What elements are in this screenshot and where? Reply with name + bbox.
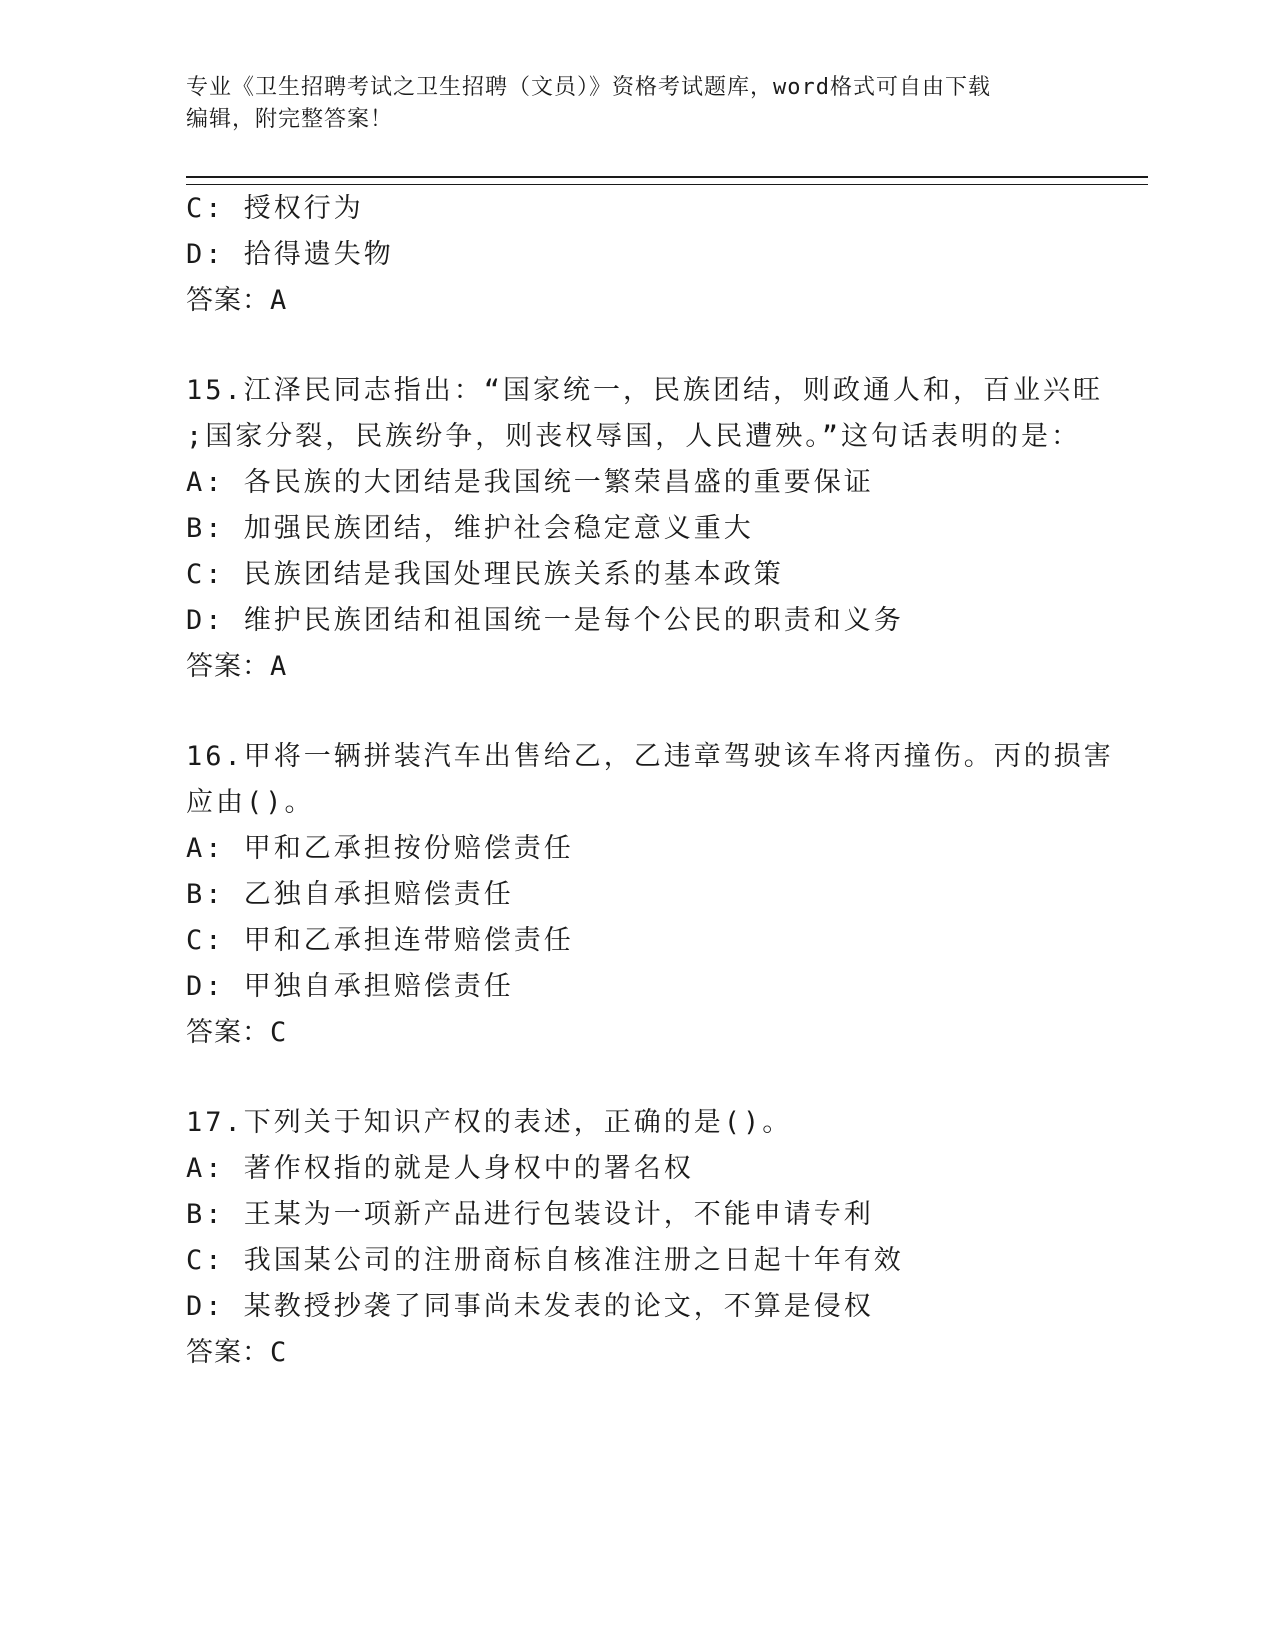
answer-label: 答案：: [186, 651, 270, 682]
option-a: A: 著作权指的就是人身权中的署名权: [186, 1153, 694, 1184]
option-b: B: 加强民族团结，维护社会稳定意义重大: [186, 513, 754, 544]
option-a: A: 甲和乙承担按份赔偿责任: [186, 833, 574, 864]
option-d: D: 甲独自承担赔偿责任: [186, 971, 514, 1002]
answer-line: [186, 1330, 1086, 1376]
answer-value: C: [270, 1017, 288, 1048]
option-b: B: 乙独自承担赔偿责任: [186, 879, 514, 910]
answer-value: A: [270, 285, 288, 316]
header-line-1: 专业《卫生招聘考试之卫生招聘（文员）》资格考试题库，word格式可自由下载: [186, 75, 991, 100]
spacer: [186, 1056, 1086, 1100]
answer-value: A: [270, 651, 288, 682]
answer-line: [186, 644, 1086, 690]
question-stem: 15.江泽民同志指出：“国家统一，民族团结，则政通人和，百业兴旺: [186, 375, 1104, 406]
answer-value: C: [270, 1337, 288, 1368]
question-15: [186, 368, 1104, 690]
header-divider: [186, 176, 1148, 185]
question-17: [186, 1100, 1086, 1376]
question-stem-continued: ;国家分裂，民族纷争，则丧权辱国，人民遭殃。”这句话表明的是：: [186, 421, 1082, 452]
option-c: C: 授权行为: [186, 193, 364, 224]
option-a: A: 各民族的大团结是我国统一繁荣昌盛的重要保证: [186, 467, 874, 498]
question-16: [186, 734, 1114, 1056]
question-stem: 16.甲将一辆拼装汽车出售给乙，乙违章驾驶该车将丙撞伤。丙的损害: [186, 741, 1114, 772]
document-header: [186, 72, 1066, 136]
option-d: D: 拾得遗失物: [186, 239, 394, 270]
option-b: B: 王某为一项新产品进行包装设计，不能申请专利: [186, 1199, 874, 1230]
option-c: C: 民族团结是我国处理民族关系的基本政策: [186, 559, 784, 590]
answer-label: 答案：: [186, 1337, 270, 1368]
answer-line: [186, 1010, 1086, 1056]
previous-question-tail: [186, 186, 1086, 324]
question-list: [186, 186, 1114, 1376]
spacer: [186, 690, 1086, 734]
question-stem-continued: 应由()。: [186, 787, 315, 818]
header-line-2: 编辑，附完整答案！: [186, 107, 394, 132]
spacer: [186, 324, 1086, 368]
option-c: C: 甲和乙承担连带赔偿责任: [186, 925, 574, 956]
answer-label: 答案：: [186, 285, 270, 316]
answer-line: [186, 278, 1086, 324]
question-stem: 17.下列关于知识产权的表述，正确的是()。: [186, 1107, 793, 1138]
answer-label: 答案：: [186, 1017, 270, 1048]
option-d: D: 维护民族团结和祖国统一是每个公民的职责和义务: [186, 605, 904, 636]
option-c: C: 我国某公司的注册商标自核准注册之日起十年有效: [186, 1245, 904, 1276]
option-d: D: 某教授抄袭了同事尚未发表的论文，不算是侵权: [186, 1291, 874, 1322]
